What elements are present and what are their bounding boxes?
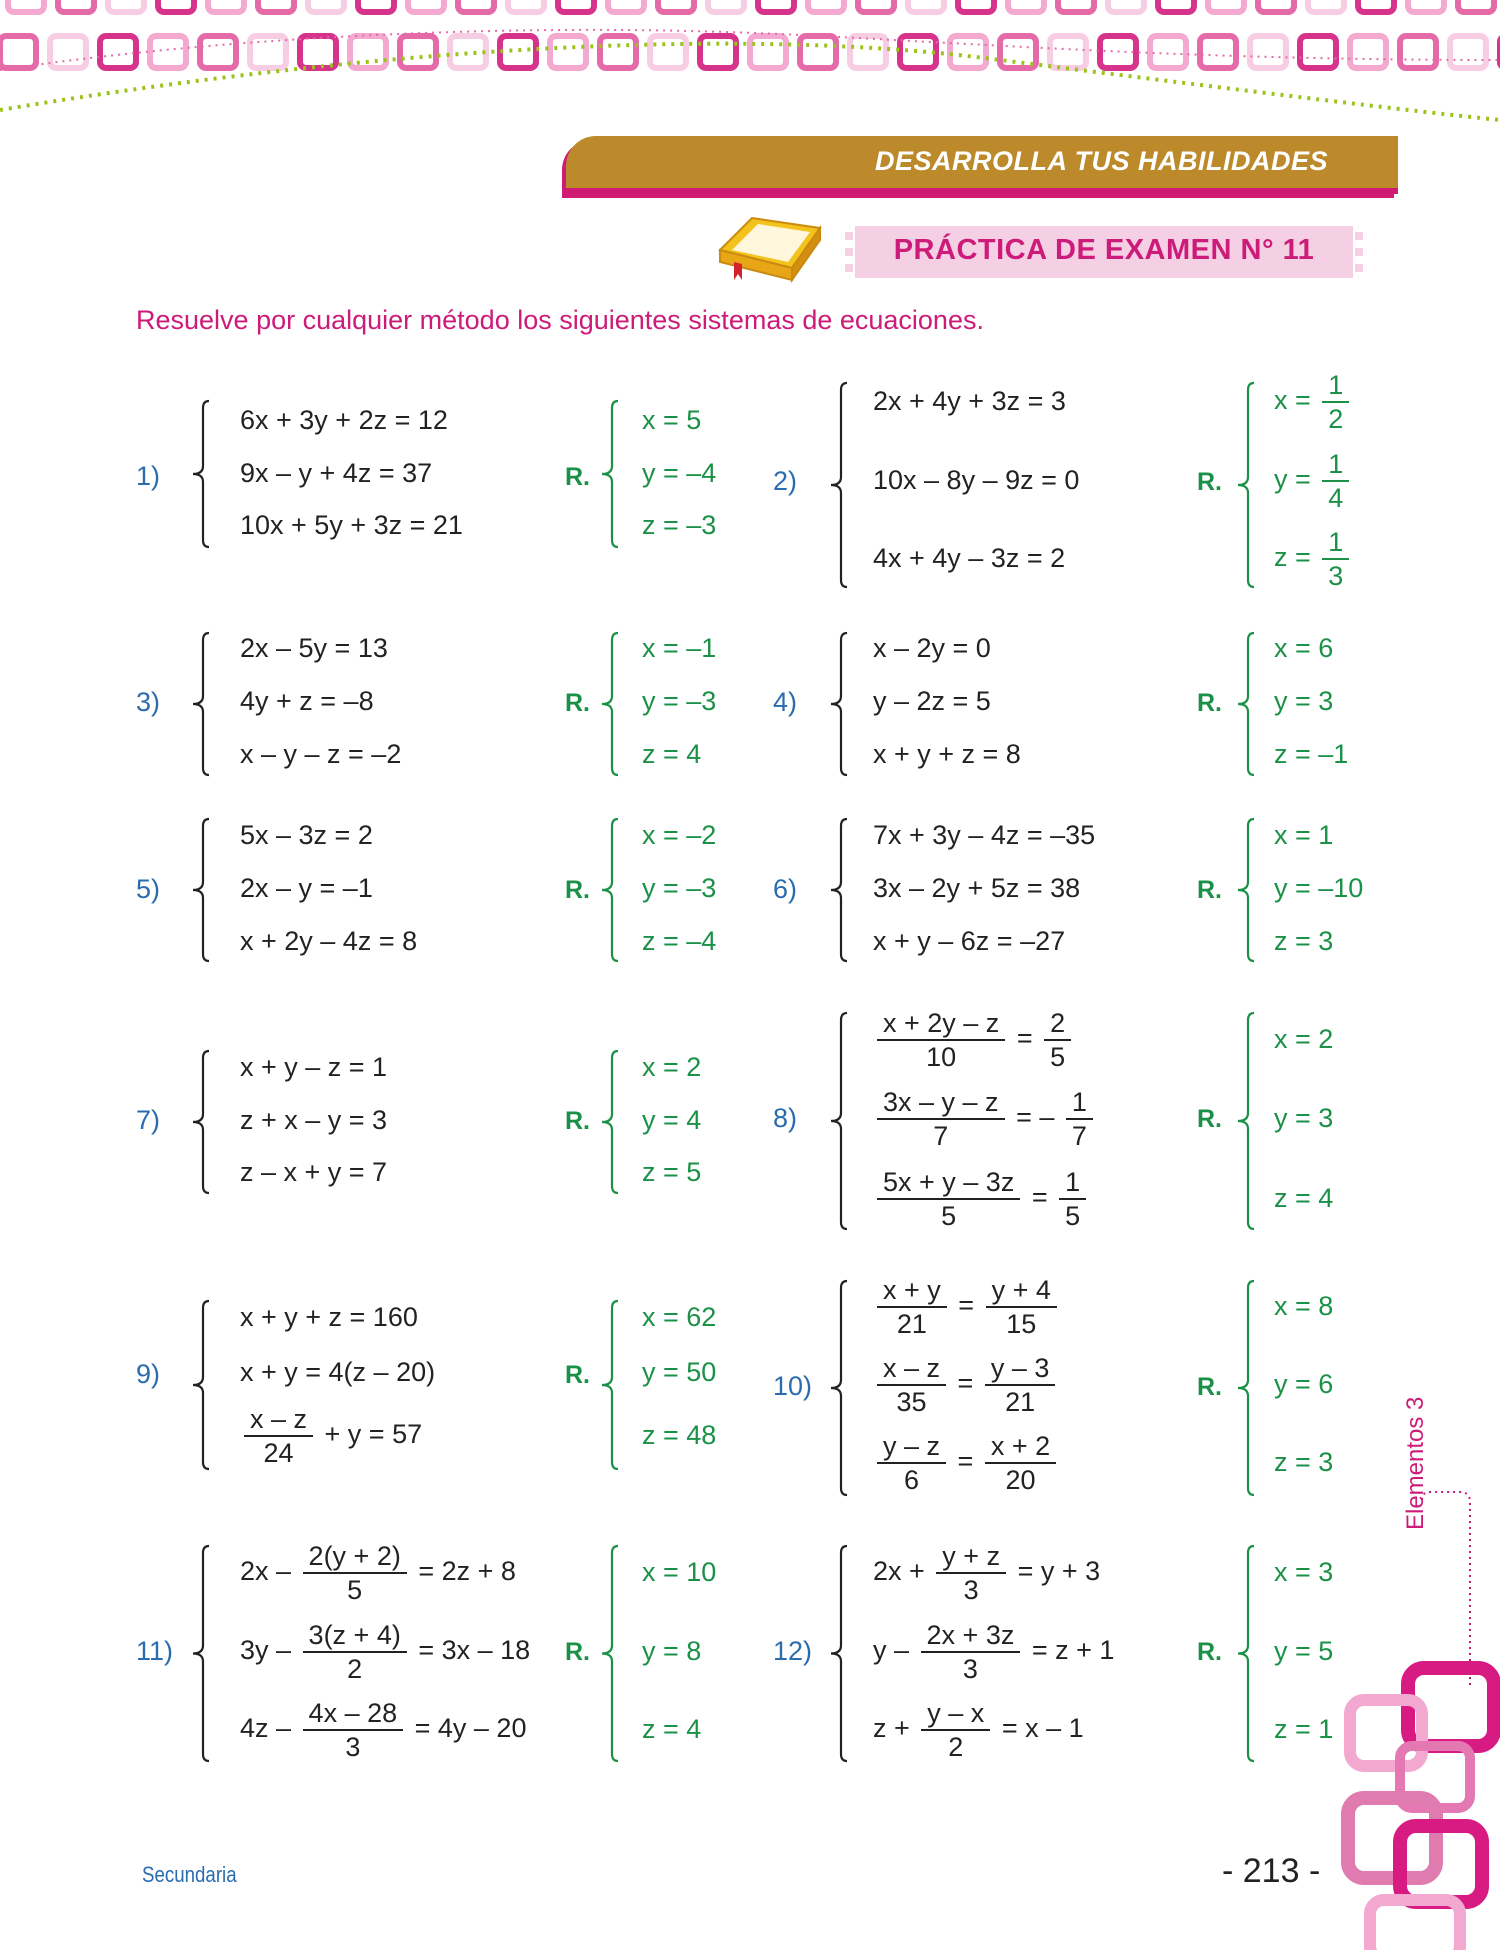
book-icon xyxy=(712,210,830,288)
system-brace xyxy=(189,1545,221,1762)
numerator: 2x + 3z xyxy=(921,1619,1021,1653)
system-brace xyxy=(189,1050,221,1194)
numerator: y – z xyxy=(877,1430,946,1464)
fraction xyxy=(1322,448,1349,514)
equation: $\frac{x - z}{24}$ + y = 57 xyxy=(240,1403,422,1469)
answer-label: R. xyxy=(565,1361,590,1389)
answer-value: y = 5 xyxy=(1274,1636,1334,1666)
answer-brace xyxy=(598,1545,630,1762)
denominator: 5 xyxy=(941,1201,957,1231)
problem-number: 8) xyxy=(773,1103,798,1133)
answer-value: y = 50 xyxy=(642,1357,717,1387)
numerator: x + 2y – z xyxy=(877,1007,1005,1041)
equation: 10x – 8y – 9z = 0 xyxy=(873,465,1080,495)
fraction xyxy=(877,1007,1005,1073)
answer-value: x = 2 xyxy=(642,1052,702,1082)
fraction xyxy=(985,1352,1056,1418)
equation: $\frac{x + y}{21}$ = $\frac{y + 4}{15}$ xyxy=(873,1274,1061,1340)
fraction xyxy=(936,1540,1006,1606)
answer-value: y = 6 xyxy=(1274,1369,1334,1399)
answer-value: x = –1 xyxy=(642,633,717,663)
equation: x + y + z = 160 xyxy=(240,1302,418,1332)
denominator: 15 xyxy=(1006,1309,1037,1339)
fraction xyxy=(985,1430,1056,1496)
equation: 2x – $\frac{2(y + 2)}{5}$ = 2z + 8 xyxy=(240,1541,516,1605)
answer-value: z = 4 xyxy=(642,739,702,769)
numerator: 1 xyxy=(1066,1086,1093,1120)
numerator: 1 xyxy=(1322,526,1349,560)
denominator: 2 xyxy=(1328,404,1344,434)
answer-value: x = 6 xyxy=(1274,633,1334,663)
equation: 2x + 4y + 3z = 3 xyxy=(873,386,1066,416)
equation: x – 2y = 0 xyxy=(873,633,991,663)
answer-label: R. xyxy=(565,1107,590,1135)
answer-label: R. xyxy=(1197,689,1222,717)
numerator: 5x + y – 3z xyxy=(877,1166,1020,1200)
top-decoration xyxy=(0,0,1500,130)
denominator: 21 xyxy=(896,1309,927,1339)
denominator: 2 xyxy=(948,1732,964,1762)
answer-value: y = –3 xyxy=(642,873,717,903)
numerator: 1 xyxy=(1059,1166,1086,1200)
system-brace xyxy=(189,818,221,962)
answer-value: z = 5 xyxy=(642,1157,702,1187)
problem-number: 9) xyxy=(136,1359,161,1389)
denominator: 20 xyxy=(1005,1465,1036,1495)
answer-value: z = 1 xyxy=(1274,1714,1334,1744)
system-brace xyxy=(827,818,859,962)
problem-number: 5) xyxy=(136,874,161,904)
denominator: 6 xyxy=(904,1465,920,1495)
equation: 4x + 4y – 3z = 2 xyxy=(873,543,1066,573)
practice-title-box xyxy=(845,222,1363,282)
answer-label: R. xyxy=(565,876,590,904)
equation: 4y + z = –8 xyxy=(240,686,374,716)
answer-value: y = $\frac{1}{4}$ xyxy=(1274,448,1353,514)
fraction xyxy=(877,1274,947,1340)
fraction xyxy=(877,1430,946,1496)
answer-value: z = –4 xyxy=(642,926,717,956)
problem-number: 6) xyxy=(773,874,798,904)
answer-brace xyxy=(1234,818,1266,962)
numerator: y + 4 xyxy=(986,1274,1057,1308)
equation: $\frac{y - z}{6}$ = $\frac{x + 2}{20}$ xyxy=(873,1430,1060,1496)
equation: 6x + 3y + 2z = 12 xyxy=(240,405,448,435)
system-brace xyxy=(189,400,221,548)
equation: x + y + z = 8 xyxy=(873,739,1021,769)
fraction xyxy=(877,1166,1020,1232)
answer-value: x = 10 xyxy=(642,1557,717,1587)
answer-value: y = 4 xyxy=(642,1105,702,1135)
fraction xyxy=(986,1274,1057,1340)
numerator: y – 3 xyxy=(985,1352,1056,1386)
answer-value: z = 48 xyxy=(642,1420,717,1450)
system-brace xyxy=(827,1280,859,1496)
equation: x + y = 4(z – 20) xyxy=(240,1357,436,1387)
answer-label: R. xyxy=(565,1638,590,1666)
system-brace xyxy=(827,382,859,588)
answer-label: R. xyxy=(1197,1638,1222,1666)
denominator: 7 xyxy=(1071,1121,1087,1151)
answer-value: z = 3 xyxy=(1274,926,1334,956)
page-number: - 213 - xyxy=(1222,1852,1321,1890)
numerator: y + z xyxy=(936,1540,1006,1574)
problem-number: 7) xyxy=(136,1105,161,1135)
practice-title: PRÁCTICA DE EXAMEN N° 11 xyxy=(893,234,1315,266)
answer-value: z = 4 xyxy=(642,1714,702,1744)
answer-brace xyxy=(598,632,630,776)
denominator: 5 xyxy=(347,1575,363,1605)
denominator: 4 xyxy=(1328,483,1344,513)
answer-value: y = 3 xyxy=(1274,1103,1334,1133)
fraction xyxy=(303,1540,407,1606)
numerator: 3(z + 4) xyxy=(303,1619,407,1653)
denominator: 35 xyxy=(896,1387,927,1417)
fraction xyxy=(1066,1086,1093,1152)
answer-brace xyxy=(1234,1545,1266,1762)
equation: y – $\frac{2x + 3z}{3}$ = z + 1 xyxy=(873,1620,1115,1684)
equation: x + y – z = 1 xyxy=(240,1052,388,1082)
answer-label: R. xyxy=(1197,876,1222,904)
equation: $\frac{3x - y - z}{7}$ = – $\frac{1}{7}$ xyxy=(873,1086,1097,1152)
numerator: y – x xyxy=(921,1697,990,1731)
fraction xyxy=(1322,526,1349,592)
system-brace xyxy=(189,1300,221,1470)
system-brace xyxy=(189,632,221,776)
denominator: 2 xyxy=(347,1654,363,1684)
equation: z – x + y = 7 xyxy=(240,1157,388,1187)
section-header-bar xyxy=(566,136,1398,194)
denominator: 24 xyxy=(263,1438,294,1468)
numerator: 2 xyxy=(1044,1007,1071,1041)
problem-number: 3) xyxy=(136,687,161,717)
equation: $\frac{x + 2y - z}{10}$ = $\frac{2}{5}$ xyxy=(873,1007,1075,1073)
answer-value: z = 3 xyxy=(1274,1447,1334,1477)
equation: z + $\frac{y - x}{2}$ = x – 1 xyxy=(873,1698,1084,1762)
numerator: x – z xyxy=(244,1403,313,1437)
fraction xyxy=(303,1697,404,1763)
answer-value: x = 8 xyxy=(1274,1291,1334,1321)
denominator: 7 xyxy=(933,1121,949,1151)
numerator: 1 xyxy=(1322,369,1349,403)
problem-number: 2) xyxy=(773,466,798,496)
answer-value: x = 3 xyxy=(1274,1557,1334,1587)
fraction xyxy=(921,1619,1021,1685)
book-series-label: Elementos 3 xyxy=(1402,1396,1429,1530)
answer-brace xyxy=(598,818,630,962)
denominator: 3 xyxy=(1328,561,1344,591)
answer-value: y = –4 xyxy=(642,458,717,488)
system-brace xyxy=(827,1012,859,1230)
denominator: 10 xyxy=(926,1042,957,1072)
numerator: x + 2 xyxy=(985,1430,1056,1464)
denominator: 3 xyxy=(962,1654,978,1684)
equation: 2x – y = –1 xyxy=(240,873,373,903)
equation: $\frac{x - z}{35}$ = $\frac{y - 3}{21}$ xyxy=(873,1352,1059,1418)
fraction xyxy=(1322,369,1349,435)
numerator: 2(y + 2) xyxy=(303,1540,407,1574)
answer-value: x = 5 xyxy=(642,405,702,435)
answer-value: z = $\frac{1}{3}$ xyxy=(1274,526,1353,592)
answer-value: x = –2 xyxy=(642,820,717,850)
answer-label: R. xyxy=(1197,1373,1222,1401)
answer-value: x = 2 xyxy=(1274,1024,1334,1054)
bottom-right-decoration xyxy=(1330,1660,1500,1950)
section-title: DESARROLLA TUS HABILIDADES xyxy=(874,146,1328,176)
fraction xyxy=(877,1086,1005,1152)
equation: x + 2y – 4z = 8 xyxy=(240,926,418,956)
equation: 5x – 3z = 2 xyxy=(240,820,373,850)
numerator: x – z xyxy=(877,1352,946,1386)
equation: 7x + 3y – 4z = –35 xyxy=(873,820,1096,850)
problem-number: 1) xyxy=(136,461,161,491)
fraction xyxy=(1059,1166,1086,1232)
answer-label: R. xyxy=(1197,468,1222,496)
equation: 2x + $\frac{y + z}{3}$ = y + 3 xyxy=(873,1541,1101,1605)
answer-value: y = 3 xyxy=(1274,686,1334,716)
equation: z + x – y = 3 xyxy=(240,1105,388,1135)
equation: x – y – z = –2 xyxy=(240,739,402,769)
numerator: 3x – y – z xyxy=(877,1086,1005,1120)
answer-value: x = $\frac{1}{2}$ xyxy=(1274,369,1353,435)
instruction-text: Resuelve por cualquier método los siguientes sistemas de ecuaciones. xyxy=(136,305,984,335)
equation: x + y – 6z = –27 xyxy=(873,926,1066,956)
answer-brace xyxy=(1234,1280,1266,1496)
answer-value: y = –3 xyxy=(642,686,717,716)
numerator: 1 xyxy=(1322,448,1349,482)
answer-brace xyxy=(1234,382,1266,588)
answer-brace xyxy=(1234,632,1266,776)
numerator: 4x – 28 xyxy=(303,1697,404,1731)
problem-number: 10) xyxy=(773,1371,813,1401)
fraction xyxy=(921,1697,990,1763)
problem-number: 11) xyxy=(136,1636,174,1666)
equation: $\frac{5x + y - 3z}{5}$ = $\frac{1}{5}$ xyxy=(873,1166,1090,1232)
fraction xyxy=(244,1403,313,1469)
fraction xyxy=(303,1619,407,1685)
denominator: 5 xyxy=(1065,1201,1081,1231)
answer-value: y = –10 xyxy=(1274,873,1364,903)
denominator: 3 xyxy=(345,1732,361,1762)
equation: 2x – 5y = 13 xyxy=(240,633,388,663)
system-brace xyxy=(827,1545,859,1762)
problem-number: 12) xyxy=(773,1636,813,1666)
answer-value: x = 1 xyxy=(1274,820,1334,850)
equation: 4z – $\frac{4x - 28}{3}$ = 4y – 20 xyxy=(240,1698,527,1762)
fraction xyxy=(1044,1007,1071,1073)
system-brace xyxy=(827,632,859,776)
answer-value: x = 62 xyxy=(642,1302,717,1332)
answer-label: R. xyxy=(565,463,590,491)
answer-brace xyxy=(1234,1012,1266,1230)
equation: 3x – 2y + 5z = 38 xyxy=(873,873,1081,903)
answer-value: y = 8 xyxy=(642,1636,702,1666)
answer-value: z = –1 xyxy=(1274,739,1349,769)
answer-value: z = –3 xyxy=(642,510,717,540)
answer-brace xyxy=(598,1050,630,1194)
answer-brace xyxy=(598,400,630,548)
equation: 9x – y + 4z = 37 xyxy=(240,458,433,488)
answer-value: z = 4 xyxy=(1274,1183,1334,1213)
answer-label: R. xyxy=(1197,1105,1222,1133)
fraction xyxy=(877,1352,946,1418)
denominator: 5 xyxy=(1050,1042,1066,1072)
equation: 10x + 5y + 3z = 21 xyxy=(240,510,463,540)
numerator: x + y xyxy=(877,1274,947,1308)
problem-number: 4) xyxy=(773,687,798,717)
denominator: 3 xyxy=(963,1575,979,1605)
equation: 3y – $\frac{3(z + 4)}{2}$ = 3x – 18 xyxy=(240,1620,531,1684)
answer-label: R. xyxy=(565,689,590,717)
footer-level: Secundaria xyxy=(142,1862,237,1887)
equation: y – 2z = 5 xyxy=(873,686,991,716)
denominator: 21 xyxy=(1005,1387,1036,1417)
answer-brace xyxy=(598,1300,630,1470)
